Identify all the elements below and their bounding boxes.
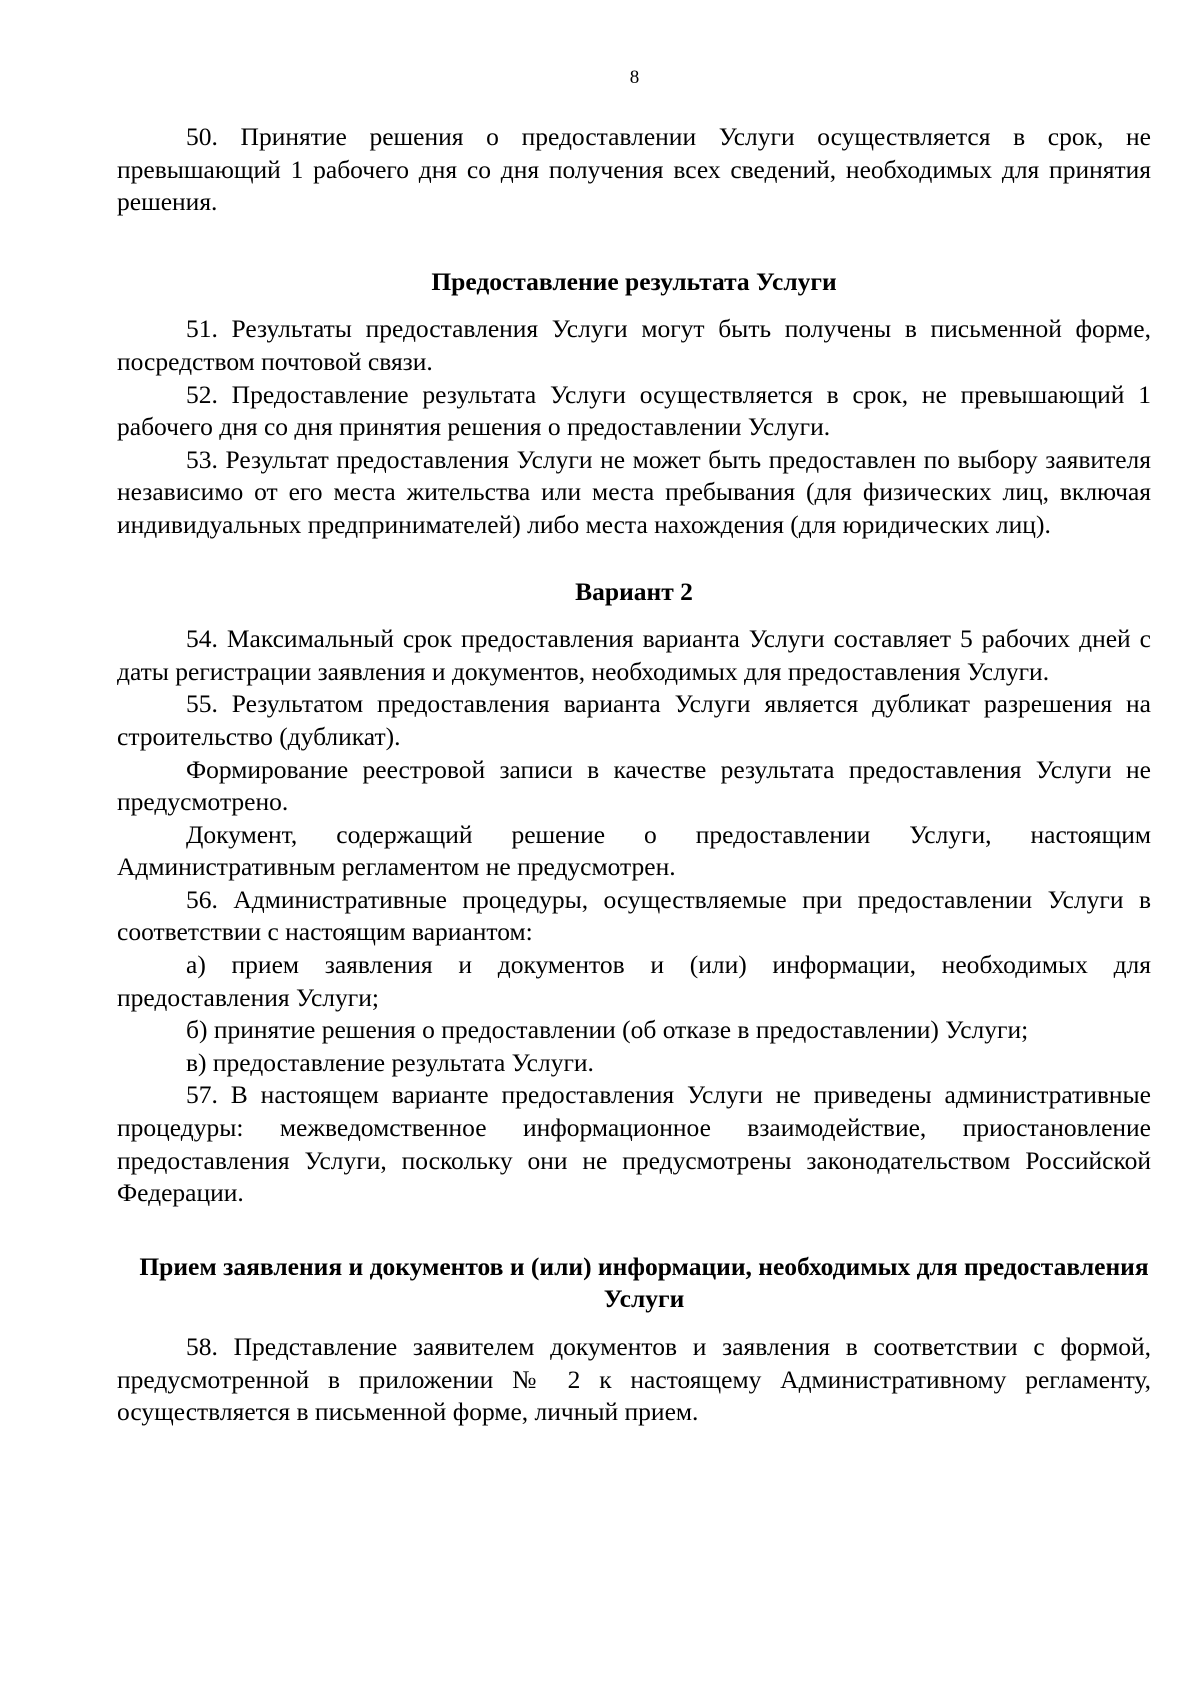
paragraph-54: 54. Максимальный срок предоставления варианта Услуги составляет 5 рабочих дней с даты регистрации заявления и документов, необходимых для предоставления Услуги. bbox=[117, 624, 1151, 686]
paragraph-51: 51. Результаты предоставления Услуги могут быть получены в письменной форме, посредством почтовой связи. bbox=[117, 314, 1151, 376]
section-heading-application-intake: Прием заявления и документов и (или) информации, необходимых для предоставления Услуги bbox=[139, 1251, 1149, 1314]
paragraph-53: 53. Результат предоставления Услуги не может быть предоставлен по выбору заявителя независимо от его места жительства или места пребывания (для физических лиц, включая индивидуальных предпринимателей) либо места нахождения (для юридических лиц). bbox=[117, 444, 1151, 539]
section-heading-result: Предоставление результата Услуги bbox=[431, 266, 837, 296]
paragraph-decision-document: Документ, содержащий решение о предоставлении Услуги, настоящим Административным регламентом не предусмотрен. bbox=[117, 819, 1151, 882]
paragraph-55: 55. Результатом предоставления варианта Услуги является дубликат разрешения на строительство (дубликат). bbox=[117, 689, 1151, 751]
document-body bbox=[117, 121, 1151, 1429]
paragraph-52: 52. Предоставление результата Услуги осуществляется в срок, не превышающий 1 рабочего дня со дня принятия решения о предоставлении Услуги. bbox=[117, 379, 1151, 442]
list-item-b: б) принятие решения о предоставлении (об отказе в предоставлении) Услуги; bbox=[186, 1015, 1029, 1045]
section-heading-variant-2: Вариант 2 bbox=[575, 576, 693, 606]
paragraph-registry-record: Формирование реестровой записи в качестве результата предоставления Услуги не предусмотрено. bbox=[117, 754, 1151, 817]
paragraph-50: 50. Принятие решения о предоставлении Услуги осуществляется в срок, не превышающий 1 рабочего дня со дня получения всех сведений, необходимых для принятия решения. bbox=[117, 122, 1151, 217]
list-item-v: в) предоставление результата Услуги. bbox=[186, 1047, 594, 1077]
paragraph-58: 58. Представление заявителем документов и заявления в соответствии с формой, предусмотренной в приложении № 2 к настоящему Административному регламенту, осуществляется в письменной форме, личный прием. bbox=[117, 1332, 1151, 1427]
paragraph-56: 56. Административные процедуры, осуществляемые при предоставлении Услуги в соответствии с настоящим вариантом: bbox=[117, 884, 1151, 947]
page-number: 8 bbox=[629, 67, 640, 88]
paragraph-57: 57. В настоящем варианте предоставления Услуги не приведены административные процедуры: межведомственное информационное взаимодействие, приостановление предоставления Услуги, поскольку они не предусмотрены законодательством Российской Федерации. bbox=[117, 1080, 1151, 1208]
list-item-a: а) прием заявления и документов и (или) информации, необходимых для предоставления Услуги; bbox=[117, 950, 1151, 1012]
